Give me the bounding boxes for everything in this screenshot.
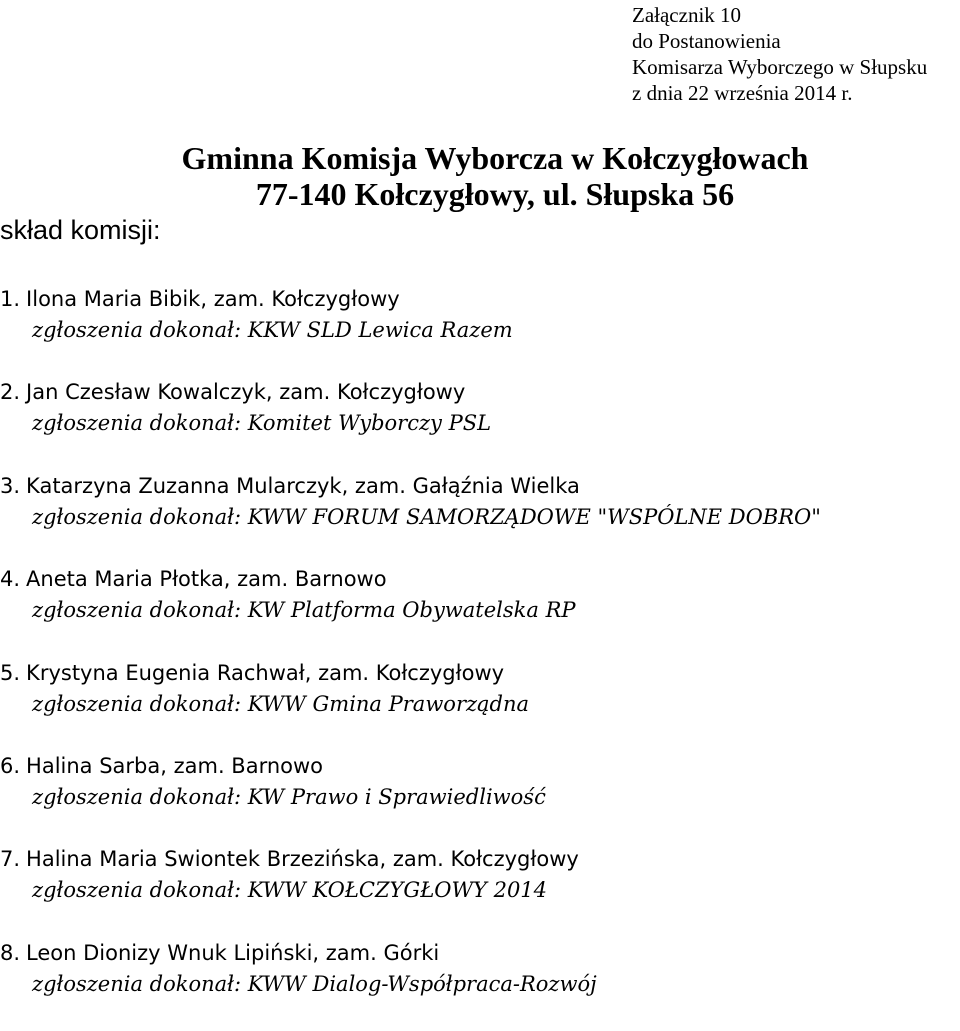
member-number: 3. xyxy=(0,473,21,498)
member-nominated-by: zgłoszenia dokonał: KW Platforma Obywatelska RP xyxy=(32,598,576,623)
member-name: Krystyna Eugenia Rachwał, zam. Kołczygłowy xyxy=(26,660,505,685)
member-number: 7. xyxy=(0,847,21,872)
committee-heading xyxy=(0,140,960,212)
attachment-decision: do Postanowienia xyxy=(632,29,781,53)
member-nominated-by: zgłoszenia dokonał: KKW SLD Lewica Razem xyxy=(32,318,513,342)
member-name: Katarzyna Zuzanna Mularczyk, zam. Gałąźnia Wielka xyxy=(26,473,580,498)
member-item xyxy=(0,471,960,564)
attachment-date: z dnia 22 września 2014 r. xyxy=(632,81,853,105)
member-name: Halina Sarba, zam. Barnowo xyxy=(26,753,324,778)
member-item xyxy=(0,751,960,844)
member-nominated-by: zgłoszenia dokonał: Komitet Wyborczy PSL xyxy=(32,411,492,436)
member-nominated-by: zgłoszenia dokonał: KWW Dialog-Współpraca-Rozwój xyxy=(32,971,597,996)
member-nominated-by: zgłoszenia dokonał: KWW KOŁCZYGŁOWY 2014 xyxy=(32,878,548,903)
section-label: skład komisji: xyxy=(0,215,161,245)
member-number: 2. xyxy=(0,380,21,405)
member-number: 8. xyxy=(0,940,21,965)
member-item xyxy=(0,284,960,377)
committee-name: Gminna Komisja Wyborcza w Kołczygłowach xyxy=(181,140,809,176)
member-name: Ilona Maria Bibik, zam. Kołczygłowy xyxy=(26,287,400,311)
member-nominated-by: zgłoszenia dokonał: KWW FORUM SAMORZĄDOWE "WSPÓLNE DOBRO" xyxy=(32,504,821,529)
member-number: 1. xyxy=(0,287,21,311)
attachment-header xyxy=(632,2,927,106)
member-item xyxy=(0,938,960,1031)
member-item xyxy=(0,658,960,751)
member-list xyxy=(0,284,960,1031)
member-nominated-by: zgłoszenia dokonał: KWW Gmina Praworządna xyxy=(32,691,530,716)
member-item xyxy=(0,844,960,937)
member-name: Halina Maria Swiontek Brzezińska, zam. Kołczygłowy xyxy=(26,847,579,872)
member-number: 6. xyxy=(0,753,21,778)
committee-address: 77-140 Kołczygłowy, ul. Słupska 56 xyxy=(255,176,735,212)
member-item xyxy=(0,564,960,657)
member-number: 4. xyxy=(0,567,21,592)
attachment-commissioner: Komisarza Wyborczego w Słupsku xyxy=(632,55,928,79)
member-name: Aneta Maria Płotka, zam. Barnowo xyxy=(26,567,387,592)
member-number: 5. xyxy=(0,660,21,685)
member-name: Leon Dionizy Wnuk Lipiński, zam. Górki xyxy=(26,940,440,965)
member-nominated-by: zgłoszenia dokonał: KW Prawo i Sprawiedliwość xyxy=(32,784,546,809)
member-name: Jan Czesław Kowalczyk, zam. Kołczygłowy xyxy=(26,380,466,405)
attachment-number: Załącznik 10 xyxy=(632,3,742,27)
member-item xyxy=(0,377,960,470)
